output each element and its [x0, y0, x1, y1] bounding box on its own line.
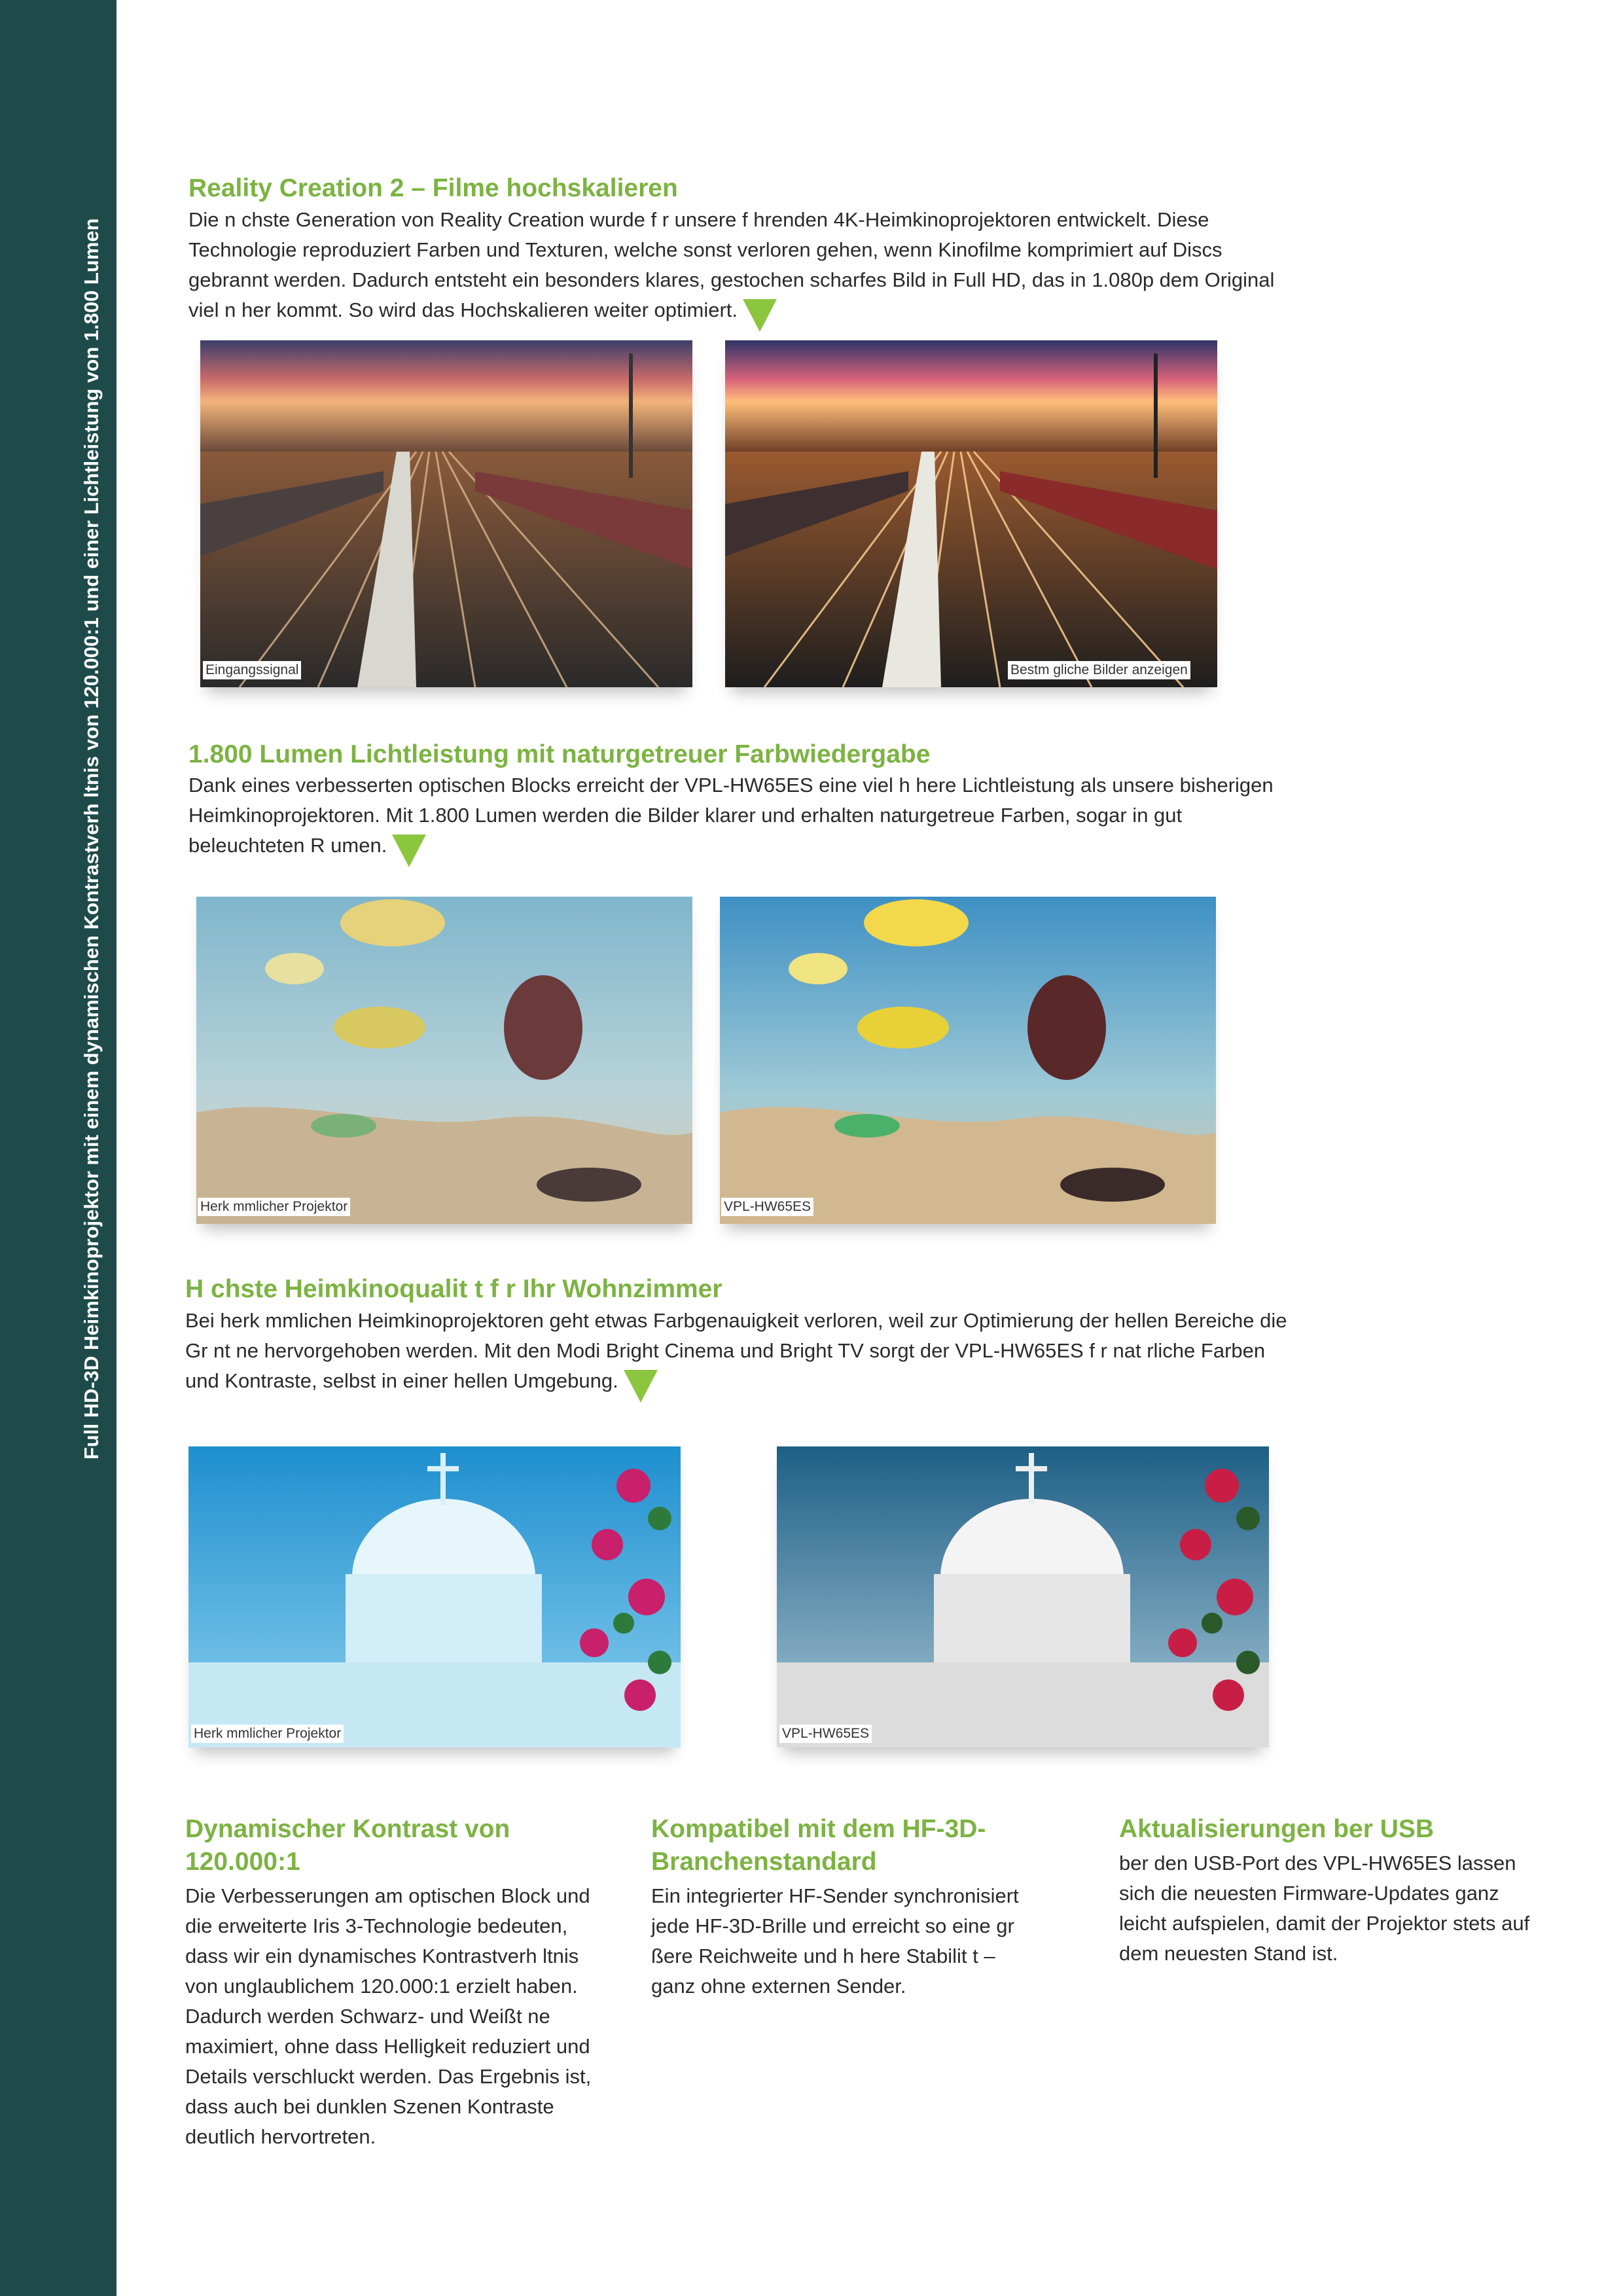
section2-body: Dank eines verbesserten optischen Blocks erreicht der VPL-HW65ES eine viel h here Lichtleistung als unsere bisherigen Heimkinoprojektoren. Mit 1.800 Lumen werden die Bilder klarer und erhalten naturgetreue Farben, sogar in gut beleuchteten R umen.: [188, 770, 1301, 863]
section3-body: Bei herk mmlichen Heimkinoprojektoren geht etwas Farbgenauigkeit verloren, weil zur Optimierung der hellen Bereiche die Gr nt ne hervorgehoben werden. Mit den Modi Bright Cinema und Bright TV sorgt der VPL-HW65ES f r nat rliche Farben und Kontraste, selbst in einer hellen Umgebung.: [185, 1306, 1298, 1399]
church-image-right: [777, 1446, 1269, 1748]
feature-hf-3d: [651, 1813, 1070, 2001]
section1-title: Reality Creation 2 – Filme hochskalieren: [188, 174, 678, 202]
train-image-right: [725, 340, 1217, 687]
fish-scene-left: [196, 897, 692, 1224]
caption-conventional-projector: Herk mmlicher Projektor: [198, 1198, 350, 1216]
feature-title: Dynamischer Kontrast von 120.000:1: [185, 1815, 510, 1876]
caption-input-signal: Eingangssignal: [203, 661, 301, 679]
feature-dynamic-contrast: [185, 1813, 604, 2152]
train-scene-left: [200, 340, 692, 687]
arrow-down-icon: [743, 299, 777, 332]
arrow-down-icon: [624, 1370, 658, 1403]
caption-vpl-hw65es-2: VPL-HW65ES: [779, 1725, 872, 1743]
church-scene-right: [777, 1446, 1269, 1748]
fish-image-left: [196, 897, 692, 1224]
caption-conventional-projector-2: Herk mmlicher Projektor: [191, 1725, 344, 1743]
feature-body: Die Verbesserungen am optischen Block und die erweiterte Iris 3-Technologie bedeuten, dass wir ein dynamisches Kontrastverh ltnis von unglaublichem 120.000:1 erzielt haben. Dadurch werden Schwarz- und Weißt ne maximiert, ohne dass Helligkeit reduziert und Details verschluckt werden. Das Ergebnis ist, dass auch bei dunklen Szenen Kontraste deutlich hervortreten.: [185, 1884, 592, 2148]
fish-image-right: [720, 897, 1216, 1224]
feature-body: Ein integrierter HF-Sender synchronisiert jede HF-3D-Brille und erreicht so eine gr ßere Reichweite und h here Stabilit t – ganz ohne externen Sender.: [651, 1884, 1019, 1998]
feature-body: ber den USB-Port des VPL-HW65ES lassen sich die neuesten Firmware-Updates ganz leicht aufspielen, damit der Projektor stets auf dem neuesten Stand ist.: [1119, 1852, 1530, 1965]
feature-title: Aktualisierungen ber USB: [1119, 1815, 1435, 1843]
arrow-down-icon: [392, 834, 426, 867]
church-scene-left: [188, 1446, 681, 1748]
section3-title: H chste Heimkinoqualit t f r Ihr Wohnzimmer: [185, 1275, 722, 1303]
caption-best-images: Bestm gliche Bilder anzeigen: [1008, 661, 1190, 679]
section1-body: Die n chste Generation von Reality Creation wurde f r unsere f hrenden 4K-Heimkinoprojektoren entwickelt. Diese Technologie reproduziert Farben und Texturen, welche sonst verloren gehen, wenn Kinofilme komprimiert auf Discs gebrannt werden. Dadurch entsteht ein besonders klares, gestochen scharfes Bild in Full HD, das in 1.080p dem Original viel n her kommt. So wird das Hochskalieren weiter optimiert.: [188, 205, 1301, 328]
fish-scene-right: [720, 897, 1216, 1224]
feature-title: Kompatibel mit dem HF-3D-Branchenstandard: [651, 1815, 986, 1876]
train-scene-right: [725, 340, 1217, 687]
sidebar-vertical-title: Full HD-3D Heimkinoprojektor mit einem dynamischen Kontrastverh ltnis von 120.000:1 und einer Lichtleistung von 1.800 Lumen: [80, 218, 103, 1460]
section2-title: 1.800 Lumen Lichtleistung mit naturgetreuer Farbwiedergabe: [188, 740, 931, 768]
caption-vpl-hw65es: VPL-HW65ES: [721, 1198, 813, 1216]
train-image-left: [200, 340, 692, 687]
church-image-left: [188, 1446, 681, 1748]
feature-usb-updates: [1119, 1813, 1551, 1969]
